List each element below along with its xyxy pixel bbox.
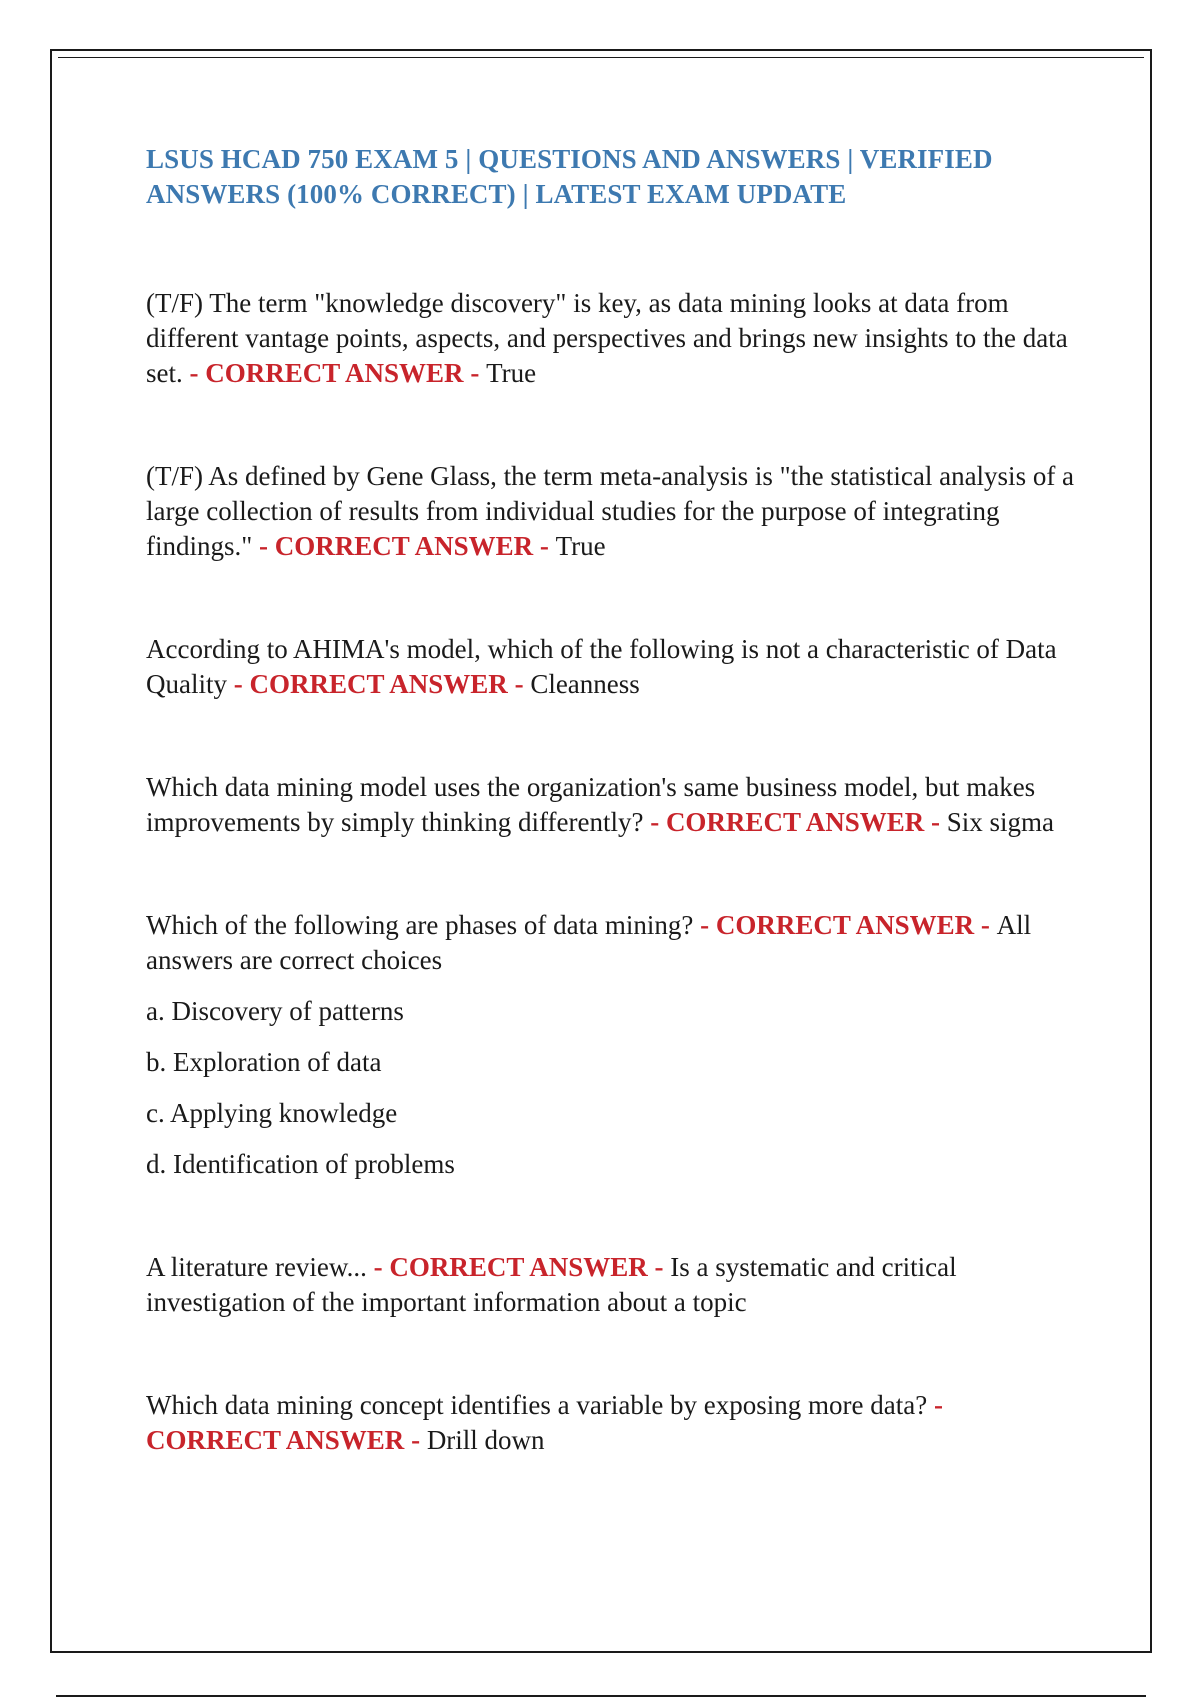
qa-item [146, 459, 1076, 564]
correct-answer-label: CORRECT ANSWER [249, 669, 508, 699]
answer-separator: - [252, 531, 275, 561]
answer-separator: - [182, 358, 206, 388]
answer-separator: - [643, 807, 666, 837]
answer-separator: - [927, 1390, 943, 1420]
answer-text: True [555, 531, 606, 561]
qa-item [146, 1388, 1076, 1458]
answer-text: All answers are correct choices [146, 910, 1032, 975]
question-text: Which data mining model uses the organization's same business model, but makes improvements by simply thinking differently? [146, 772, 1036, 837]
answer-separator: - [647, 1252, 671, 1282]
answer-separator: - [507, 669, 531, 699]
question-text: (T/F) As defined by Gene Glass, the term meta-analysis is "the statistical analysis of a large collection of results from individual studies for the purpose of integrating findings." [146, 461, 1075, 561]
answer-option: a. Discovery of patterns [146, 996, 404, 1026]
answer-separator: - [693, 910, 716, 940]
qa-item [146, 908, 1076, 978]
answer-option: d. Identification of problems [146, 1149, 455, 1179]
answer-text: Cleanness [530, 669, 640, 699]
answer-separator: - [533, 531, 556, 561]
qa-item [146, 632, 1076, 702]
question-text: Which of the following are phases of data mining? [146, 910, 694, 940]
answer-separator: - [924, 807, 947, 837]
answer-separator: - [404, 1425, 427, 1455]
page-bottom-rule [56, 1695, 1146, 1697]
answer-separator: - [366, 1252, 390, 1282]
top-rule [58, 57, 1144, 58]
question-text: A literature review... [146, 1252, 367, 1282]
answer-text: Six sigma [946, 807, 1055, 837]
answer-separator: - [463, 358, 487, 388]
correct-answer-label: CORRECT ANSWER [389, 1252, 648, 1282]
document-body [146, 142, 1076, 1458]
question-text: According to AHIMA's model, which of the following is not a characteristic of Data Quality [146, 634, 1057, 699]
answer-option: c. Applying knowledge [146, 1098, 398, 1128]
document-title: LSUS HCAD 750 EXAM 5 | QUESTIONS AND ANSWERS | VERIFIED ANSWERS (100% CORRECT) | LATEST EXAM UPDATE [146, 144, 993, 209]
answer-option: b. Exploration of data [146, 1047, 382, 1077]
answer-text: Drill down [426, 1425, 545, 1455]
qa-item [146, 286, 1076, 391]
question-text: Which data mining concept identifies a variable by exposing more data? [146, 1390, 928, 1420]
correct-answer-label: CORRECT ANSWER [665, 807, 925, 837]
answer-separator: - [974, 910, 997, 940]
qa-item [146, 1250, 1076, 1320]
correct-answer-label: CORRECT ANSWER [146, 1425, 405, 1455]
answer-text: Is a systematic and critical investigation of the important information about a topic [146, 1252, 957, 1317]
answer-text: True [486, 358, 537, 388]
answer-options-list [146, 994, 1076, 1182]
question-text: (T/F) The term "knowledge discovery" is key, as data mining looks at data from different vantage points, aspects, and perspectives and brings new insights to the data set. [146, 288, 1068, 388]
correct-answer-label: CORRECT ANSWER [205, 358, 464, 388]
correct-answer-label: CORRECT ANSWER [715, 910, 975, 940]
qa-item [146, 770, 1076, 840]
answer-separator: - [227, 669, 250, 699]
correct-answer-label: CORRECT ANSWER [274, 531, 534, 561]
